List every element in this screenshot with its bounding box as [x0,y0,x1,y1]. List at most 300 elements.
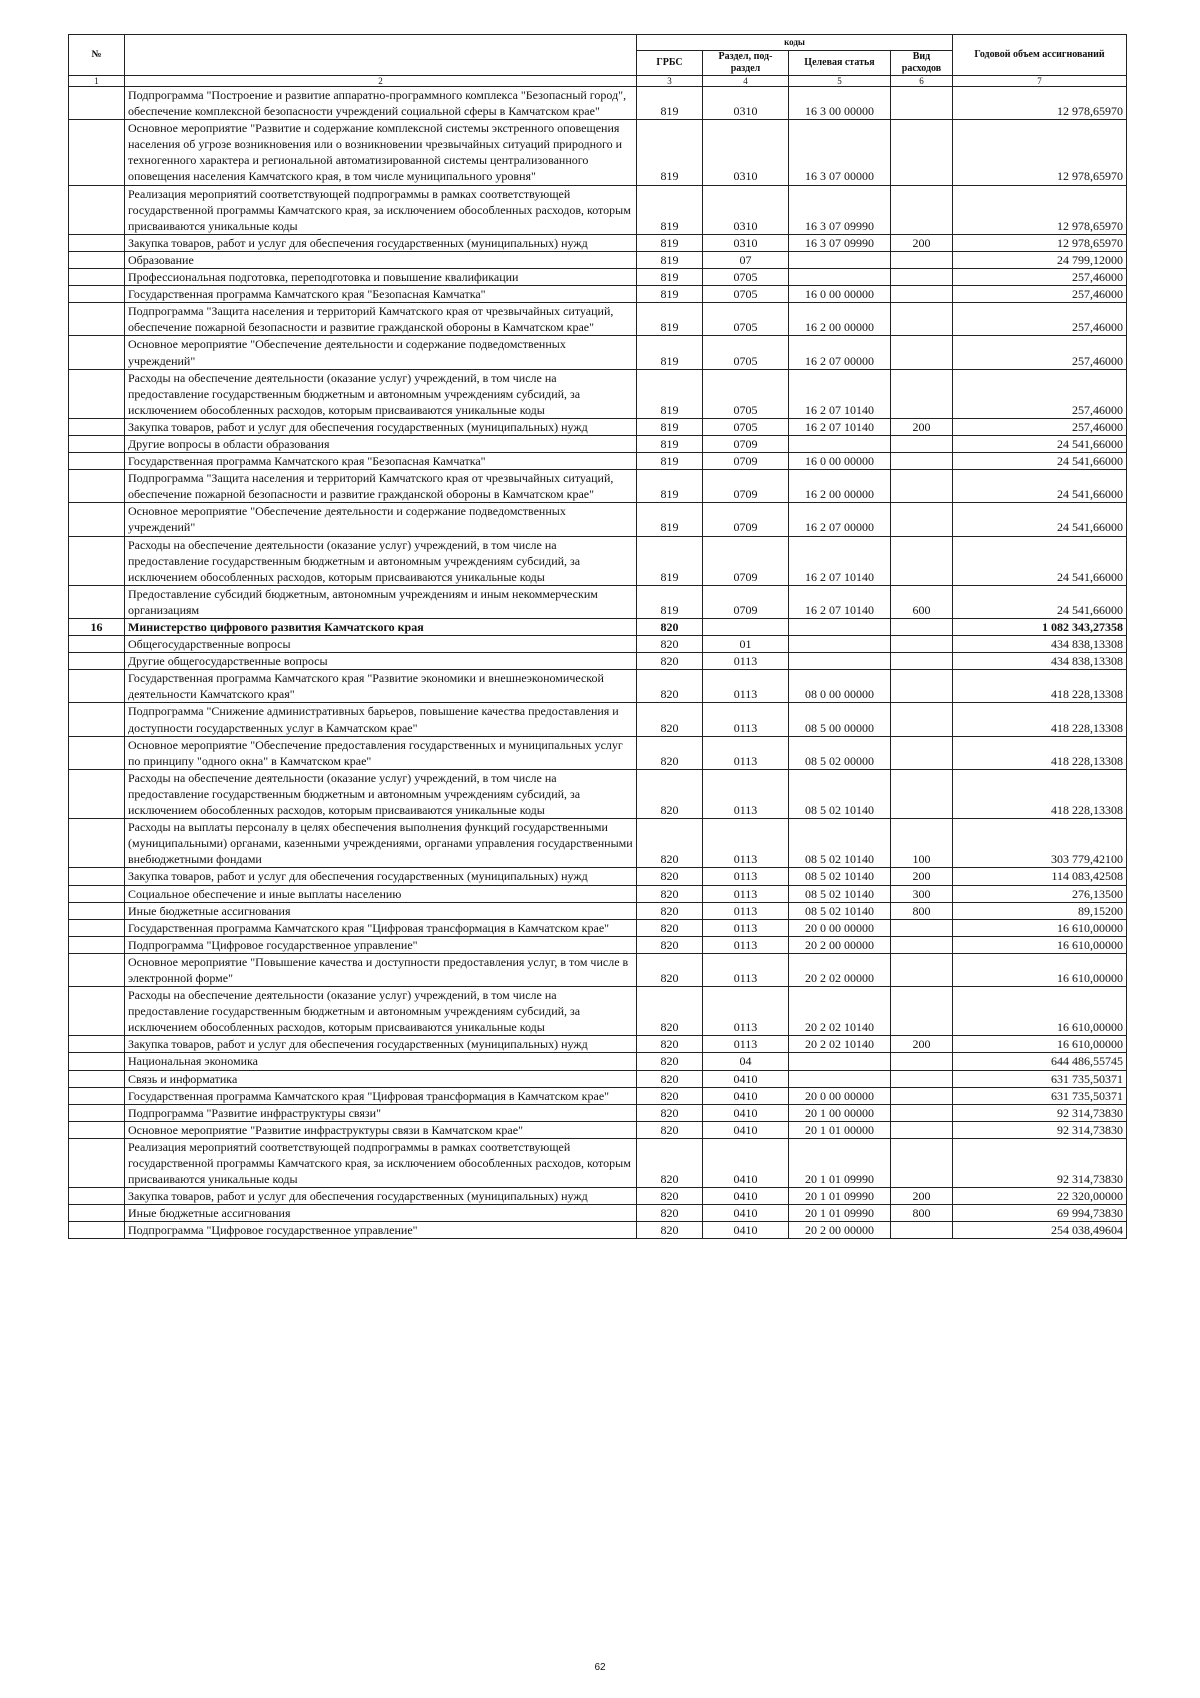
item-name-cell: Подпрограмма "Развитие инфраструктуры связи" [125,1104,637,1121]
table-row [69,1138,1127,1187]
header-number: № [69,35,125,76]
table-row [69,1070,1127,1087]
row-number-cell [69,303,125,336]
item-name-cell: Государственная программа Камчатского края "Развитие экономики и внешнеэкономической деятельности Камчатского края" [125,670,637,703]
grbs-code-cell: 820 [637,885,703,902]
annual-amount-cell: 276,13500 [953,885,1127,902]
expense-type-cell [891,185,953,234]
grbs-code-cell: 819 [637,303,703,336]
row-number-cell [69,536,125,585]
row-number-cell [69,470,125,503]
column-number-row [69,76,1127,87]
grbs-code-cell: 819 [637,185,703,234]
annual-amount-cell: 434 838,13308 [953,636,1127,653]
row-number-cell [69,919,125,936]
row-number-cell [69,185,125,234]
table-row [69,902,1127,919]
table-row [69,619,1127,636]
grbs-code-cell: 820 [637,1036,703,1053]
table-row [69,987,1127,1036]
expense-type-cell: 800 [891,1205,953,1222]
grbs-code-cell: 820 [637,703,703,736]
expense-type-cell: 200 [891,418,953,435]
annual-amount-cell: 254 038,49604 [953,1222,1127,1239]
section-code-cell: 0113 [703,868,789,885]
section-code-cell: 0705 [703,303,789,336]
table-row [69,470,1127,503]
grbs-code-cell: 819 [637,269,703,286]
target-article-cell [789,269,891,286]
annual-amount-cell: 16 610,00000 [953,953,1127,986]
grbs-code-cell: 819 [637,369,703,418]
table-row [69,1222,1127,1239]
item-name-cell: Закупка товаров, работ и услуг для обеспечения государственных (муниципальных) нужд [125,868,637,885]
item-name-cell: Образование [125,251,637,268]
expense-type-cell [891,286,953,303]
item-name-cell: Закупка товаров, работ и услуг для обеспечения государственных (муниципальных) нужд [125,418,637,435]
grbs-code-cell: 820 [637,636,703,653]
annual-amount-cell: 24 799,12000 [953,251,1127,268]
target-article-cell: 20 1 01 09990 [789,1205,891,1222]
table-row [69,670,1127,703]
grbs-code-cell: 819 [637,435,703,452]
grbs-code-cell: 820 [637,619,703,636]
target-article-cell: 20 2 02 10140 [789,1036,891,1053]
annual-amount-cell: 257,46000 [953,286,1127,303]
grbs-code-cell: 820 [637,1070,703,1087]
section-code-cell: 0705 [703,286,789,303]
section-code-cell: 0113 [703,953,789,986]
section-code-cell: 0113 [703,1036,789,1053]
grbs-code-cell: 819 [637,453,703,470]
expense-type-cell [891,953,953,986]
row-number-cell [69,1053,125,1070]
column-number: 3 [637,76,703,87]
section-code-cell: 0410 [703,1188,789,1205]
table-row [69,435,1127,452]
section-code-cell: 0410 [703,1087,789,1104]
grbs-code-cell: 820 [637,1138,703,1187]
expense-type-cell [891,736,953,769]
target-article-cell: 16 3 07 09990 [789,234,891,251]
expense-type-cell [891,251,953,268]
grbs-code-cell: 820 [637,1104,703,1121]
annual-amount-cell: 418 228,13308 [953,736,1127,769]
row-number-cell [69,269,125,286]
grbs-code-cell: 820 [637,1222,703,1239]
expense-type-cell [891,1087,953,1104]
expense-type-cell: 200 [891,868,953,885]
grbs-code-cell: 820 [637,1121,703,1138]
section-code-cell: 01 [703,636,789,653]
annual-amount-cell: 24 541,66000 [953,453,1127,470]
table-row [69,418,1127,435]
section-code-cell: 0709 [703,503,789,536]
row-number-cell [69,1121,125,1138]
row-number-cell [69,953,125,986]
item-name-cell: Профессиональная подготовка, переподготовка и повышение квалификации [125,269,637,286]
annual-amount-cell: 1 082 343,27358 [953,619,1127,636]
expense-type-cell [891,670,953,703]
table-body [69,87,1127,1239]
table-row [69,185,1127,234]
expense-type-cell [891,619,953,636]
header-grbs: ГРБС [637,51,703,76]
grbs-code-cell: 820 [637,936,703,953]
expense-type-cell [891,987,953,1036]
section-code-cell: 0705 [703,369,789,418]
table-row [69,1121,1127,1138]
section-code-cell: 0113 [703,819,789,868]
table-row [69,953,1127,986]
header-expense-type: Вид расходов [891,51,953,76]
target-article-cell: 08 5 02 10140 [789,819,891,868]
target-article-cell: 16 2 07 10140 [789,585,891,618]
expense-type-cell [891,453,953,470]
grbs-code-cell: 820 [637,819,703,868]
annual-amount-cell: 418 228,13308 [953,703,1127,736]
target-article-cell: 16 2 07 00000 [789,503,891,536]
grbs-code-cell: 819 [637,470,703,503]
grbs-code-cell: 820 [637,736,703,769]
expense-type-cell [891,1138,953,1187]
section-code-cell: 0709 [703,585,789,618]
annual-amount-cell: 257,46000 [953,418,1127,435]
row-number-cell [69,1138,125,1187]
expense-type-cell [891,435,953,452]
expense-type-cell [891,703,953,736]
expense-type-cell [891,120,953,185]
row-number-cell [69,336,125,369]
expense-type-cell [891,336,953,369]
section-code-cell: 0709 [703,536,789,585]
table-row [69,251,1127,268]
row-number-cell [69,1188,125,1205]
target-article-cell: 16 3 07 00000 [789,120,891,185]
target-article-cell: 20 0 00 00000 [789,919,891,936]
target-article-cell: 08 0 00 00000 [789,670,891,703]
table-row [69,919,1127,936]
section-code-cell: 0113 [703,736,789,769]
grbs-code-cell: 819 [637,286,703,303]
annual-amount-cell: 92 314,73830 [953,1104,1127,1121]
row-number-cell [69,435,125,452]
grbs-code-cell: 819 [637,418,703,435]
column-number: 2 [125,76,637,87]
row-number-cell [69,902,125,919]
grbs-code-cell: 819 [637,585,703,618]
expense-type-cell [891,470,953,503]
table-row [69,87,1127,120]
section-code-cell: 04 [703,1053,789,1070]
annual-amount-cell: 12 978,65970 [953,185,1127,234]
item-name-cell: Подпрограмма "Построение и развитие аппаратно-программного комплекса "Безопасный город", обеспечение комплексной безопасности учреждений социальной сферы в Камчатском крае" [125,87,637,120]
table-row [69,1087,1127,1104]
target-article-cell: 20 0 00 00000 [789,1087,891,1104]
item-name-cell: Государственная программа Камчатского края "Цифровая трансформация в Камчатском крае" [125,1087,637,1104]
expense-type-cell [891,1222,953,1239]
item-name-cell: Расходы на обеспечение деятельности (оказание услуг) учреждений, в том числе на предоставление государственным бюджетным и автономным учреждениям субсидий, за исключением обособленных расходов, которым присваиваются уникальные коды [125,987,637,1036]
annual-amount-cell: 24 541,66000 [953,536,1127,585]
row-number-cell [69,653,125,670]
expense-type-cell [891,769,953,818]
section-code-cell: 0113 [703,703,789,736]
row-number-cell [69,636,125,653]
table-row [69,736,1127,769]
expense-type-cell [891,269,953,286]
table-row [69,503,1127,536]
table-row [69,120,1127,185]
item-name-cell: Расходы на обеспечение деятельности (оказание услуг) учреждений, в том числе на предоставление государственным бюджетным и автономным учреждениям субсидий, за исключением обособленных расходов, которым присваиваются уникальные коды [125,769,637,818]
section-code-cell: 0410 [703,1222,789,1239]
row-number-cell [69,1087,125,1104]
item-name-cell: Расходы на обеспечение деятельности (оказание услуг) учреждений, в том числе на предоставление государственным бюджетным и автономным учреждениям субсидий, за исключением обособленных расходов, которым присваиваются уникальные коды [125,536,637,585]
target-article-cell: 08 5 02 00000 [789,736,891,769]
table-row [69,453,1127,470]
item-name-cell: Подпрограмма "Цифровое государственное управление" [125,1222,637,1239]
section-code-cell: 0709 [703,453,789,470]
row-number-cell [69,453,125,470]
target-article-cell: 20 1 01 09990 [789,1138,891,1187]
target-article-cell [789,636,891,653]
grbs-code-cell: 819 [637,251,703,268]
table-row [69,1205,1127,1222]
target-article-cell: 08 5 02 10140 [789,769,891,818]
target-article-cell: 16 2 00 00000 [789,470,891,503]
section-code-cell: 0410 [703,1138,789,1187]
allocations-table [68,34,1127,1239]
row-number-cell [69,234,125,251]
grbs-code-cell: 820 [637,987,703,1036]
section-code-cell [703,619,789,636]
annual-amount-cell: 12 978,65970 [953,120,1127,185]
target-article-cell: 08 5 00 00000 [789,703,891,736]
expense-type-cell [891,503,953,536]
expense-type-cell [891,87,953,120]
header-section: Раздел, под-раздел [703,51,789,76]
table-row [69,1104,1127,1121]
grbs-code-cell: 820 [637,902,703,919]
item-name-cell: Общегосударственные вопросы [125,636,637,653]
expense-type-cell: 300 [891,885,953,902]
row-number-cell [69,769,125,818]
row-number-cell [69,670,125,703]
grbs-code-cell: 819 [637,336,703,369]
row-number-cell [69,503,125,536]
header-name-blank [125,35,637,76]
table-row [69,286,1127,303]
section-code-cell: 0113 [703,936,789,953]
table-row [69,336,1127,369]
row-number-cell [69,585,125,618]
item-name-cell: Министерство цифрового развития Камчатского края [125,619,637,636]
grbs-code-cell: 819 [637,120,703,185]
row-number-cell [69,885,125,902]
table-row [69,536,1127,585]
annual-amount-cell: 303 779,42100 [953,819,1127,868]
target-article-cell: 20 1 01 00000 [789,1121,891,1138]
item-name-cell: Подпрограмма "Защита населения и территорий Камчатского края от чрезвычайных ситуаций, обеспечение пожарной безопасности и развитие гражданской обороны в Камчатском крае" [125,470,637,503]
header-annual-volume: Годовой объем ассигнований [953,35,1127,76]
target-article-cell: 20 2 00 00000 [789,1222,891,1239]
item-name-cell: Национальная экономика [125,1053,637,1070]
annual-amount-cell: 12 978,65970 [953,234,1127,251]
section-code-cell: 0113 [703,987,789,1036]
table-row [69,234,1127,251]
section-code-cell: 07 [703,251,789,268]
grbs-code-cell: 819 [637,536,703,585]
annual-amount-cell: 257,46000 [953,303,1127,336]
row-number-cell [69,1104,125,1121]
item-name-cell: Закупка товаров, работ и услуг для обеспечения государственных (муниципальных) нужд [125,234,637,251]
table-row [69,819,1127,868]
item-name-cell: Реализация мероприятий соответствующей подпрограммы в рамках соответствующей государственной программы Камчатского края, за исключением обособленных расходов, которым присваиваются уникальные коды [125,185,637,234]
expense-type-cell [891,919,953,936]
item-name-cell: Закупка товаров, работ и услуг для обеспечения государственных (муниципальных) нужд [125,1188,637,1205]
row-number-cell [69,87,125,120]
table-row [69,303,1127,336]
grbs-code-cell: 820 [637,868,703,885]
target-article-cell: 20 2 02 10140 [789,987,891,1036]
annual-amount-cell: 418 228,13308 [953,769,1127,818]
row-number-cell [69,868,125,885]
section-code-cell: 0410 [703,1070,789,1087]
table-row [69,936,1127,953]
grbs-code-cell: 820 [637,670,703,703]
section-code-cell: 0113 [703,653,789,670]
row-number-cell [69,1070,125,1087]
row-number-cell [69,1205,125,1222]
item-name-cell: Государственная программа Камчатского края "Цифровая трансформация в Камчатском крае" [125,919,637,936]
expense-type-cell [891,1053,953,1070]
expense-type-cell: 200 [891,234,953,251]
item-name-cell: Предоставление субсидий бюджетным, автономным учреждениям и иным некоммерческим организациям [125,585,637,618]
target-article-cell: 20 2 00 00000 [789,936,891,953]
column-number: 4 [703,76,789,87]
table-row [69,885,1127,902]
grbs-code-cell: 820 [637,953,703,986]
expense-type-cell: 200 [891,1036,953,1053]
annual-amount-cell: 24 541,66000 [953,503,1127,536]
table-row [69,1053,1127,1070]
target-article-cell: 20 2 02 00000 [789,953,891,986]
annual-amount-cell: 257,46000 [953,369,1127,418]
expense-type-cell: 200 [891,1188,953,1205]
target-article-cell: 16 2 07 00000 [789,336,891,369]
annual-amount-cell: 16 610,00000 [953,936,1127,953]
section-code-cell: 0709 [703,470,789,503]
expense-type-cell [891,303,953,336]
grbs-code-cell: 820 [637,919,703,936]
target-article-cell: 20 1 00 00000 [789,1104,891,1121]
grbs-code-cell: 820 [637,653,703,670]
section-code-cell: 0310 [703,234,789,251]
item-name-cell: Иные бюджетные ассигнования [125,902,637,919]
row-number-cell [69,1222,125,1239]
target-article-cell [789,619,891,636]
column-number: 5 [789,76,891,87]
target-article-cell [789,1070,891,1087]
expense-type-cell [891,636,953,653]
section-code-cell: 0310 [703,87,789,120]
section-code-cell: 0113 [703,769,789,818]
expense-type-cell [891,1121,953,1138]
table-row [69,1036,1127,1053]
item-name-cell: Реализация мероприятий соответствующей подпрограммы в рамках соответствующей государственной программы Камчатского края, за исключением обособленных расходов, которым присваиваются уникальные коды [125,1138,637,1187]
item-name-cell: Расходы на обеспечение деятельности (оказание услуг) учреждений, в том числе на предоставление государственным бюджетным и автономным учреждениям субсидий, за исключением обособленных расходов, которым присваиваются уникальные коды [125,369,637,418]
item-name-cell: Подпрограмма "Цифровое государственное управление" [125,936,637,953]
annual-amount-cell: 12 978,65970 [953,87,1127,120]
item-name-cell: Подпрограмма "Защита населения и территорий Камчатского края от чрезвычайных ситуаций, обеспечение пожарной безопасности и развитие гражданской обороны в Камчатском крае" [125,303,637,336]
section-code-cell: 0113 [703,919,789,936]
item-name-cell: Основное мероприятие "Обеспечение предоставления государственных и муниципальных услуг по принципу "одного окна" в Камчатском крае" [125,736,637,769]
row-number-cell [69,418,125,435]
expense-type-cell [891,936,953,953]
row-number-cell [69,251,125,268]
target-article-cell: 08 5 02 10140 [789,868,891,885]
grbs-code-cell: 819 [637,87,703,120]
item-name-cell: Связь и информатика [125,1070,637,1087]
target-article-cell: 16 2 07 10140 [789,418,891,435]
table-row [69,369,1127,418]
item-name-cell: Основное мероприятие "Обеспечение деятельности и содержание подведомственных учреждений" [125,503,637,536]
item-name-cell: Основное мероприятие "Развитие инфраструктуры связи в Камчатском крае" [125,1121,637,1138]
section-code-cell: 0410 [703,1205,789,1222]
item-name-cell: Иные бюджетные ассигнования [125,1205,637,1222]
item-name-cell: Основное мероприятие "Обеспечение деятельности и содержание подведомственных учреждений" [125,336,637,369]
item-name-cell: Государственная программа Камчатского края "Безопасная Камчатка" [125,453,637,470]
grbs-code-cell: 819 [637,234,703,251]
annual-amount-cell: 16 610,00000 [953,1036,1127,1053]
table-row [69,585,1127,618]
row-number-cell [69,703,125,736]
column-number: 1 [69,76,125,87]
table-row [69,769,1127,818]
section-code-cell: 0310 [703,185,789,234]
expense-type-cell [891,536,953,585]
section-code-cell: 0705 [703,269,789,286]
grbs-code-cell: 820 [637,1188,703,1205]
section-code-cell: 0410 [703,1104,789,1121]
target-article-cell: 16 2 00 00000 [789,303,891,336]
annual-amount-cell: 92 314,73830 [953,1138,1127,1187]
header-target-article: Целевая статья [789,51,891,76]
target-article-cell: 16 0 00 00000 [789,453,891,470]
target-article-cell: 16 2 07 10140 [789,536,891,585]
expense-type-cell [891,369,953,418]
target-article-cell: 20 1 01 09990 [789,1188,891,1205]
section-code-cell: 0705 [703,418,789,435]
row-number-cell [69,936,125,953]
annual-amount-cell: 16 610,00000 [953,987,1127,1036]
target-article-cell: 16 2 07 10140 [789,369,891,418]
table-row [69,703,1127,736]
item-name-cell: Основное мероприятие "Развитие и содержание комплексной системы экстренного оповещения населения об угрозе возникновения или о возникновении чрезвычайных ситуаций природного и техногенного характера и региональной автоматизированной системы централизованного оповещения населения Камчатского края, в том числе муниципального уровня" [125,120,637,185]
item-name-cell: Закупка товаров, работ и услуг для обеспечения государственных (муниципальных) нужд [125,1036,637,1053]
table-row [69,636,1127,653]
grbs-code-cell: 819 [637,503,703,536]
annual-amount-cell: 434 838,13308 [953,653,1127,670]
item-name-cell: Социальное обеспечение и иные выплаты населению [125,885,637,902]
target-article-cell [789,435,891,452]
target-article-cell [789,1053,891,1070]
row-number-cell [69,819,125,868]
target-article-cell: 08 5 02 10140 [789,902,891,919]
section-code-cell: 0705 [703,336,789,369]
section-code-cell: 0113 [703,885,789,902]
target-article-cell [789,251,891,268]
table-row [69,868,1127,885]
